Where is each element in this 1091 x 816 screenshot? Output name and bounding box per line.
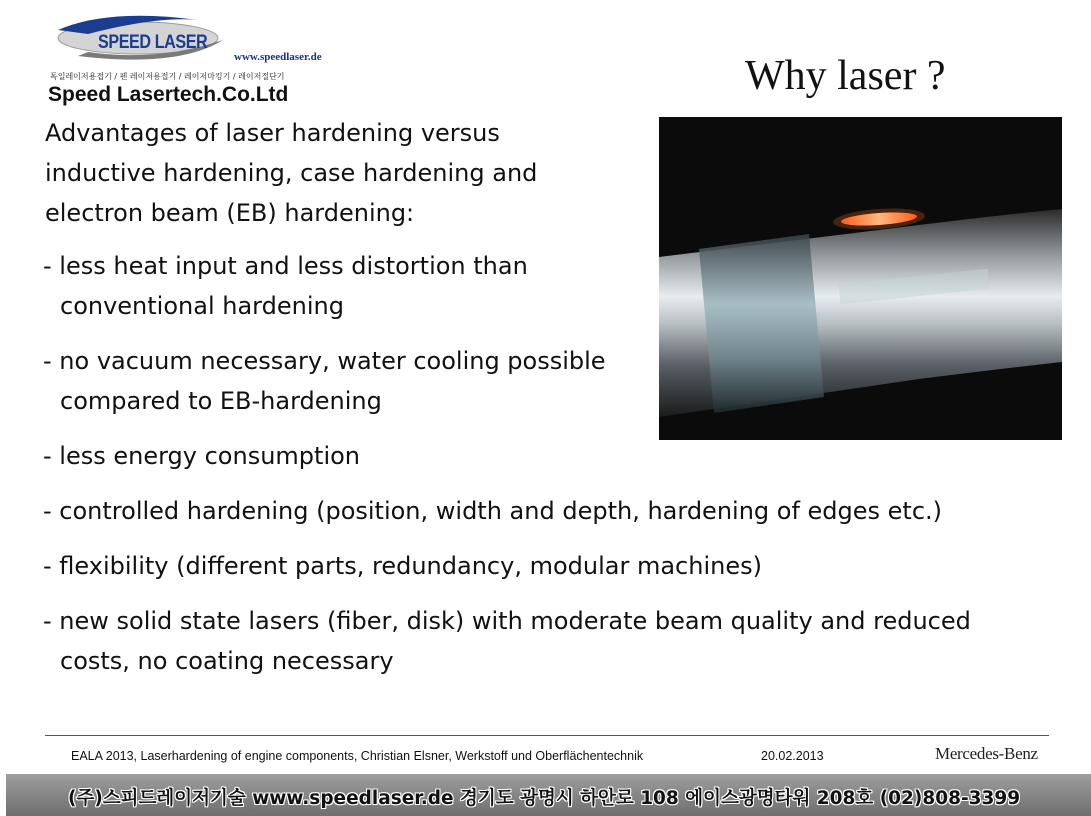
logo-company-name: Speed Lasertech.Co.Ltd [48,83,289,106]
logo-korean-tagline: 독일레이저용접기 / 펜 레이저용접기 / 레이저마킹기 / 레이저절단기 [50,72,285,81]
slide-title: Why laser ? [745,53,946,99]
laser-shaft-image-icon [659,117,1062,440]
bullet-item: - less energy consumption [43,442,361,470]
company-logo [48,10,358,110]
footer-citation: EALA 2013, Laserhardening of engine components, Christian Elsner, Werkstoff und Oberflächentechnik [71,749,644,763]
bullet-item: - controlled hardening (position, width and depth, hardening of edges etc.) [43,497,943,525]
logo-badge-text: SPEED LASER [98,32,208,53]
bullet-item: - no vacuum necessary, water cooling possible compared to EB-hardening [43,347,606,415]
logo-url: www.speedlaser.de [234,51,322,63]
bullet-item: - new solid state lasers (fiber, disk) with moderate beam quality and reduced costs, no coating necessary [43,607,971,675]
laser-hardening-photo [659,117,1062,440]
intro-paragraph: Advantages of laser hardening versus inductive hardening, case hardening and electron beam (EB) hardening: [45,119,538,227]
footer-divider [45,735,1049,736]
bullet-item: - flexibility (different parts, redundancy, modular machines) [43,552,762,580]
footer-brand: Mercedes-Benz [935,744,1038,763]
contact-banner [6,774,1091,816]
bullet-item: - less heat input and less distortion than conventional hardening [43,252,528,320]
footer-date: 20.02.2013 [761,749,824,763]
banner-text: (주)스피드레이저기술 www.speedlaser.de 경기도 광명시 하안로 108 에이스광명타워 208호 (02)808-3399 [68,788,1021,809]
